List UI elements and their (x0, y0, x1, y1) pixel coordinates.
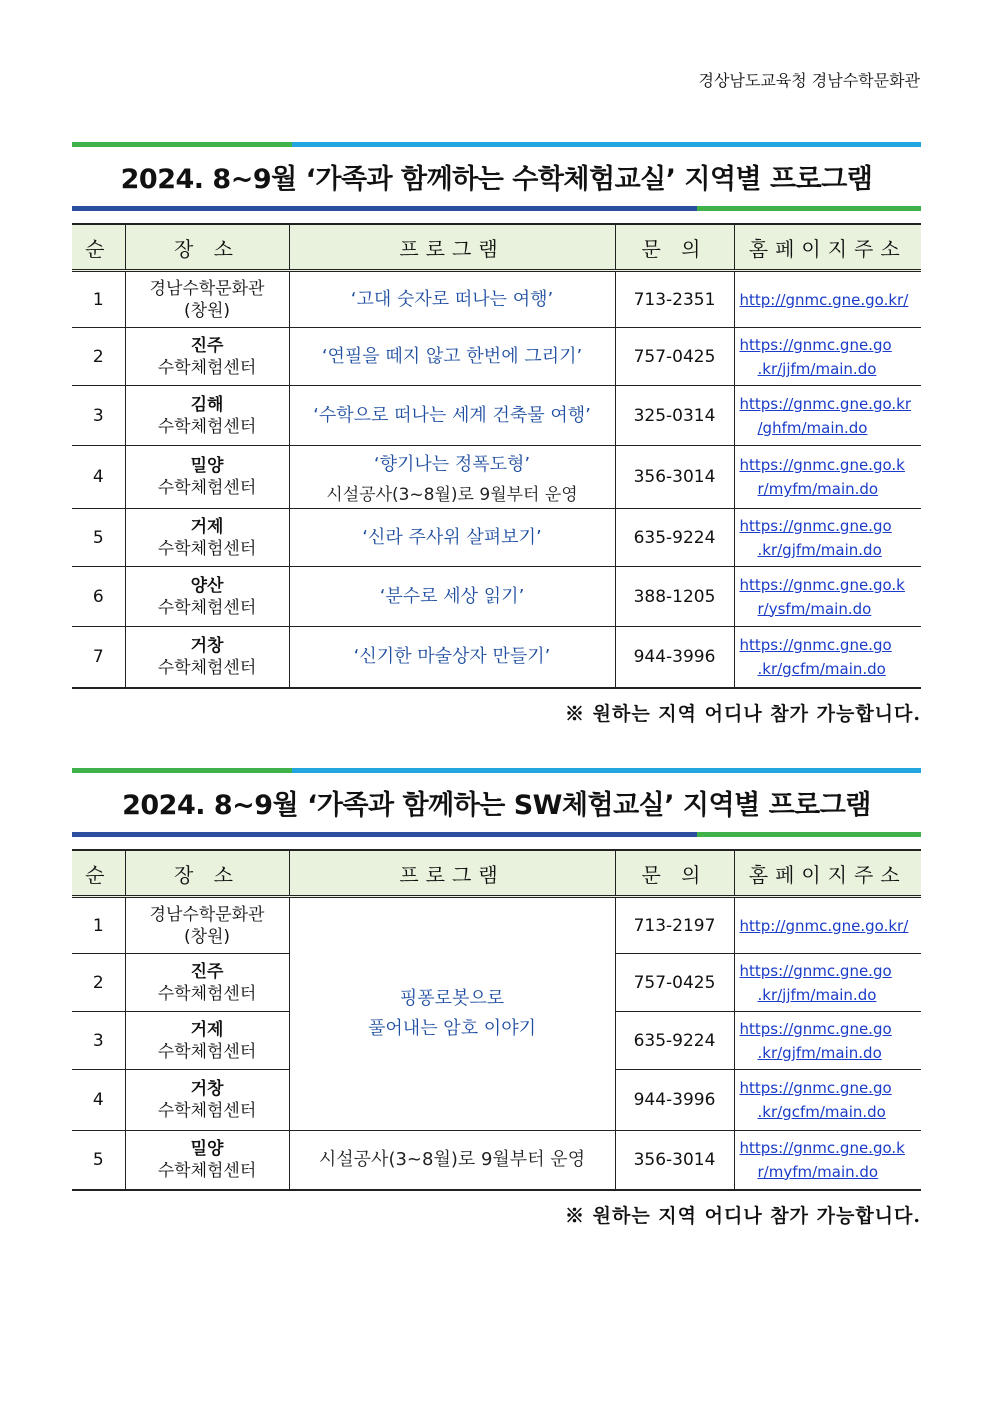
homepage-url-part1[interactable]: http://gnmc.gne.go.kr/ (739, 916, 909, 935)
homepage-url-part2[interactable]: r/myfm/main.do (757, 480, 879, 498)
place-cell (125, 897, 289, 954)
homepage-url-part2[interactable]: r/ysfm/main.do (757, 599, 872, 618)
homepage-url-part2[interactable]: .kr/gcfm/main.do (757, 1103, 886, 1121)
program-name: ‘향기나는 정폭도형’ (373, 453, 531, 475)
row-number: 1 (72, 271, 125, 328)
program-cell (289, 897, 615, 1131)
place-name: 거창 (190, 1079, 224, 1099)
col-header-contact: 문 의 (615, 224, 734, 271)
row-number: 3 (72, 1012, 125, 1070)
program-note: 시설공사(3~8월)로 9월부터 운영 (326, 484, 578, 505)
title-top-bar (72, 768, 921, 773)
place-cell (125, 509, 289, 567)
table-row (72, 1131, 921, 1190)
program-cell (289, 328, 615, 386)
homepage-cell (734, 1131, 921, 1190)
row-number: 4 (72, 446, 125, 509)
homepage-url-part1[interactable]: https://gnmc.gne.go (739, 1019, 892, 1038)
homepage-link[interactable] (740, 517, 892, 559)
place-name: 밀양 (190, 1138, 224, 1159)
homepage-cell (734, 509, 921, 567)
place-sub: 수학체험센터 (157, 357, 257, 378)
program-name: ‘고대 숫자로 떠나는 여행’ (350, 288, 554, 310)
table-row (72, 627, 921, 688)
homepage-link[interactable] (740, 456, 905, 498)
place-cell (125, 954, 289, 1012)
place-cell (125, 328, 289, 386)
col-header-place: 장 소 (125, 850, 289, 897)
place-sub: 수학체험센터 (157, 416, 257, 437)
place-sub: 수학체험센터 (157, 1160, 257, 1181)
homepage-url-part1[interactable]: https://gnmc.gne.go.k (739, 1138, 905, 1157)
row-number: 6 (72, 567, 125, 627)
homepage-cell (734, 567, 921, 627)
row-number: 4 (72, 1070, 125, 1131)
program-name: ‘신기한 마술상자 만들기’ (353, 645, 551, 667)
contact-phone: 944-3996 (615, 627, 734, 688)
homepage-url-part2[interactable]: .kr/jjfm/main.do (757, 359, 877, 378)
place-sub: 수학체험센터 (157, 597, 257, 618)
col-header-program: 프로그램 (289, 224, 615, 271)
homepage-url-part2[interactable]: .kr/gcfm/main.do (757, 659, 886, 678)
sw-section-title: 2024. 8~9월 ‘가족과 함께하는 SW체험교실’ 지역별 프로그램 (122, 790, 871, 821)
homepage-link[interactable] (740, 917, 909, 935)
place-cell (125, 1131, 289, 1190)
homepage-url-part2[interactable]: /ghfm/main.do (757, 418, 868, 437)
homepage-url-part2[interactable]: .kr/jjfm/main.do (757, 985, 877, 1004)
homepage-url-part2[interactable]: .kr/gjfm/main.do (757, 540, 882, 559)
contact-phone: 635-9224 (615, 1012, 734, 1070)
place-cell (125, 567, 289, 627)
program-name: ‘분수로 세상 읽기’ (379, 585, 525, 607)
place-cell (125, 1012, 289, 1070)
program-cell (289, 509, 615, 567)
homepage-url-part1[interactable]: https://gnmc.gne.go.kr (739, 394, 912, 413)
contact-phone: 388-1205 (615, 567, 734, 627)
place-name: 김해 (190, 394, 224, 415)
homepage-link[interactable] (740, 962, 892, 1004)
col-header-place: 장 소 (125, 224, 289, 271)
program-cell (289, 627, 615, 688)
program-cell (289, 567, 615, 627)
row-number: 2 (72, 954, 125, 1012)
place-name: 밀양 (190, 456, 224, 476)
program-name: 시설공사(3~8월)로 9월부터 운영 (318, 1148, 586, 1170)
row-number: 1 (72, 897, 125, 954)
contact-phone: 944-3996 (615, 1070, 734, 1131)
col-header-program: 프로그램 (289, 850, 615, 897)
math-program-table (72, 223, 921, 689)
program-cell (289, 446, 615, 509)
homepage-url-part1[interactable]: https://gnmc.gne.go (739, 1079, 892, 1097)
place-name: 거제 (190, 1019, 224, 1040)
program-name: 핑퐁로봇으로 풀어내는 암호 이야기 (368, 988, 536, 1039)
contact-phone: 757-0425 (615, 328, 734, 386)
table-row (72, 271, 921, 328)
sw-program-table (72, 849, 921, 1191)
col-header-no: 순 (72, 224, 125, 271)
title-top-bar (72, 142, 921, 147)
homepage-cell (734, 897, 921, 954)
col-header-no: 순 (72, 850, 125, 897)
homepage-link[interactable] (740, 395, 912, 437)
homepage-cell (734, 954, 921, 1012)
title-bottom-bar (72, 832, 921, 837)
homepage-link[interactable] (740, 291, 909, 309)
participation-note: ※ 원하는 지역 어디나 참가 가능합니다. (565, 702, 921, 725)
contact-phone: 356-3014 (615, 1131, 734, 1190)
contact-phone: 713-2351 (615, 271, 734, 328)
place-sub: (창원) (183, 300, 231, 321)
place-sub: 수학체험센터 (157, 983, 257, 1004)
homepage-cell (734, 328, 921, 386)
place-name: 거제 (190, 516, 224, 537)
homepage-link[interactable] (740, 1020, 892, 1062)
place-sub: 수학체험센터 (157, 1041, 257, 1062)
row-number: 2 (72, 328, 125, 386)
sw-program-section (72, 768, 921, 1228)
homepage-url-part1[interactable]: https://gnmc.gne.go.k (739, 575, 905, 594)
place-cell (125, 446, 289, 509)
contact-phone: 635-9224 (615, 509, 734, 567)
contact-phone: 356-3014 (615, 446, 734, 509)
place-name: 진주 (190, 961, 224, 982)
place-sub: 수학체험센터 (157, 1101, 257, 1121)
contact-phone: 325-0314 (615, 386, 734, 446)
table-header-row (72, 224, 921, 271)
table-header-row (72, 850, 921, 897)
row-number: 5 (72, 509, 125, 567)
col-header-homepage: 홈페이지주소 (734, 224, 921, 271)
participation-note: ※ 원하는 지역 어디나 참가 가능합니다. (565, 1204, 921, 1227)
place-name: 경남수학문화관 (149, 278, 265, 299)
place-sub: 수학체험센터 (157, 538, 257, 559)
homepage-url-part1[interactable]: http://gnmc.gne.go.kr/ (739, 290, 909, 309)
row-number: 5 (72, 1131, 125, 1190)
table-row (72, 567, 921, 627)
row-number: 7 (72, 627, 125, 688)
place-cell (125, 386, 289, 446)
row-number: 3 (72, 386, 125, 446)
homepage-url-part1[interactable]: https://gnmc.gne.go (739, 516, 892, 535)
math-program-section (72, 142, 921, 726)
place-sub: 수학체험센터 (157, 478, 257, 498)
homepage-url-part1[interactable]: https://gnmc.gne.go.k (739, 456, 905, 474)
place-sub: (창원) (183, 926, 231, 947)
place-name: 경남수학문화관 (149, 904, 265, 925)
program-name: ‘연필을 떼지 않고 한번에 그리기’ (321, 345, 583, 367)
homepage-cell (734, 446, 921, 509)
contact-phone: 757-0425 (615, 954, 734, 1012)
program-cell (289, 271, 615, 328)
homepage-cell (734, 271, 921, 328)
program-name: ‘신라 주사위 살펴보기’ (362, 526, 542, 548)
homepage-cell (734, 1012, 921, 1070)
homepage-url-part1[interactable]: https://gnmc.gne.go (739, 635, 892, 654)
table-row (72, 328, 921, 386)
homepage-link[interactable] (740, 336, 892, 378)
place-cell (125, 271, 289, 328)
table-row (72, 386, 921, 446)
homepage-link[interactable] (740, 1079, 892, 1121)
place-cell (125, 627, 289, 688)
place-name: 진주 (190, 335, 224, 356)
organization-label: 경상남도교육청 경남수학문화관 (698, 71, 920, 90)
col-header-homepage: 홈페이지주소 (734, 850, 921, 897)
homepage-cell (734, 1070, 921, 1131)
col-header-contact: 문 의 (615, 850, 734, 897)
table-row (72, 897, 921, 954)
place-name: 거창 (190, 635, 224, 656)
table-row (72, 509, 921, 567)
math-section-title: 2024. 8~9월 ‘가족과 함께하는 수학체험교실’ 지역별 프로그램 (120, 164, 873, 195)
homepage-link[interactable] (740, 576, 905, 618)
table-row (72, 446, 921, 509)
place-cell (125, 1070, 289, 1131)
homepage-link[interactable] (740, 636, 892, 678)
contact-phone: 713-2197 (615, 897, 734, 954)
homepage-cell (734, 627, 921, 688)
homepage-link[interactable] (740, 1139, 905, 1181)
program-name: ‘수학으로 떠나는 세계 건축물 여행’ (313, 404, 591, 426)
place-sub: 수학체험센터 (157, 657, 257, 678)
program-cell (289, 1131, 615, 1190)
program-cell (289, 386, 615, 446)
title-bottom-bar (72, 206, 921, 211)
place-name: 양산 (190, 575, 224, 596)
homepage-cell (734, 386, 921, 446)
homepage-url-part2[interactable]: .kr/gjfm/main.do (757, 1043, 882, 1062)
homepage-url-part1[interactable]: https://gnmc.gne.go (739, 961, 892, 980)
homepage-url-part2[interactable]: r/myfm/main.do (757, 1162, 879, 1181)
homepage-url-part1[interactable]: https://gnmc.gne.go (739, 335, 892, 354)
